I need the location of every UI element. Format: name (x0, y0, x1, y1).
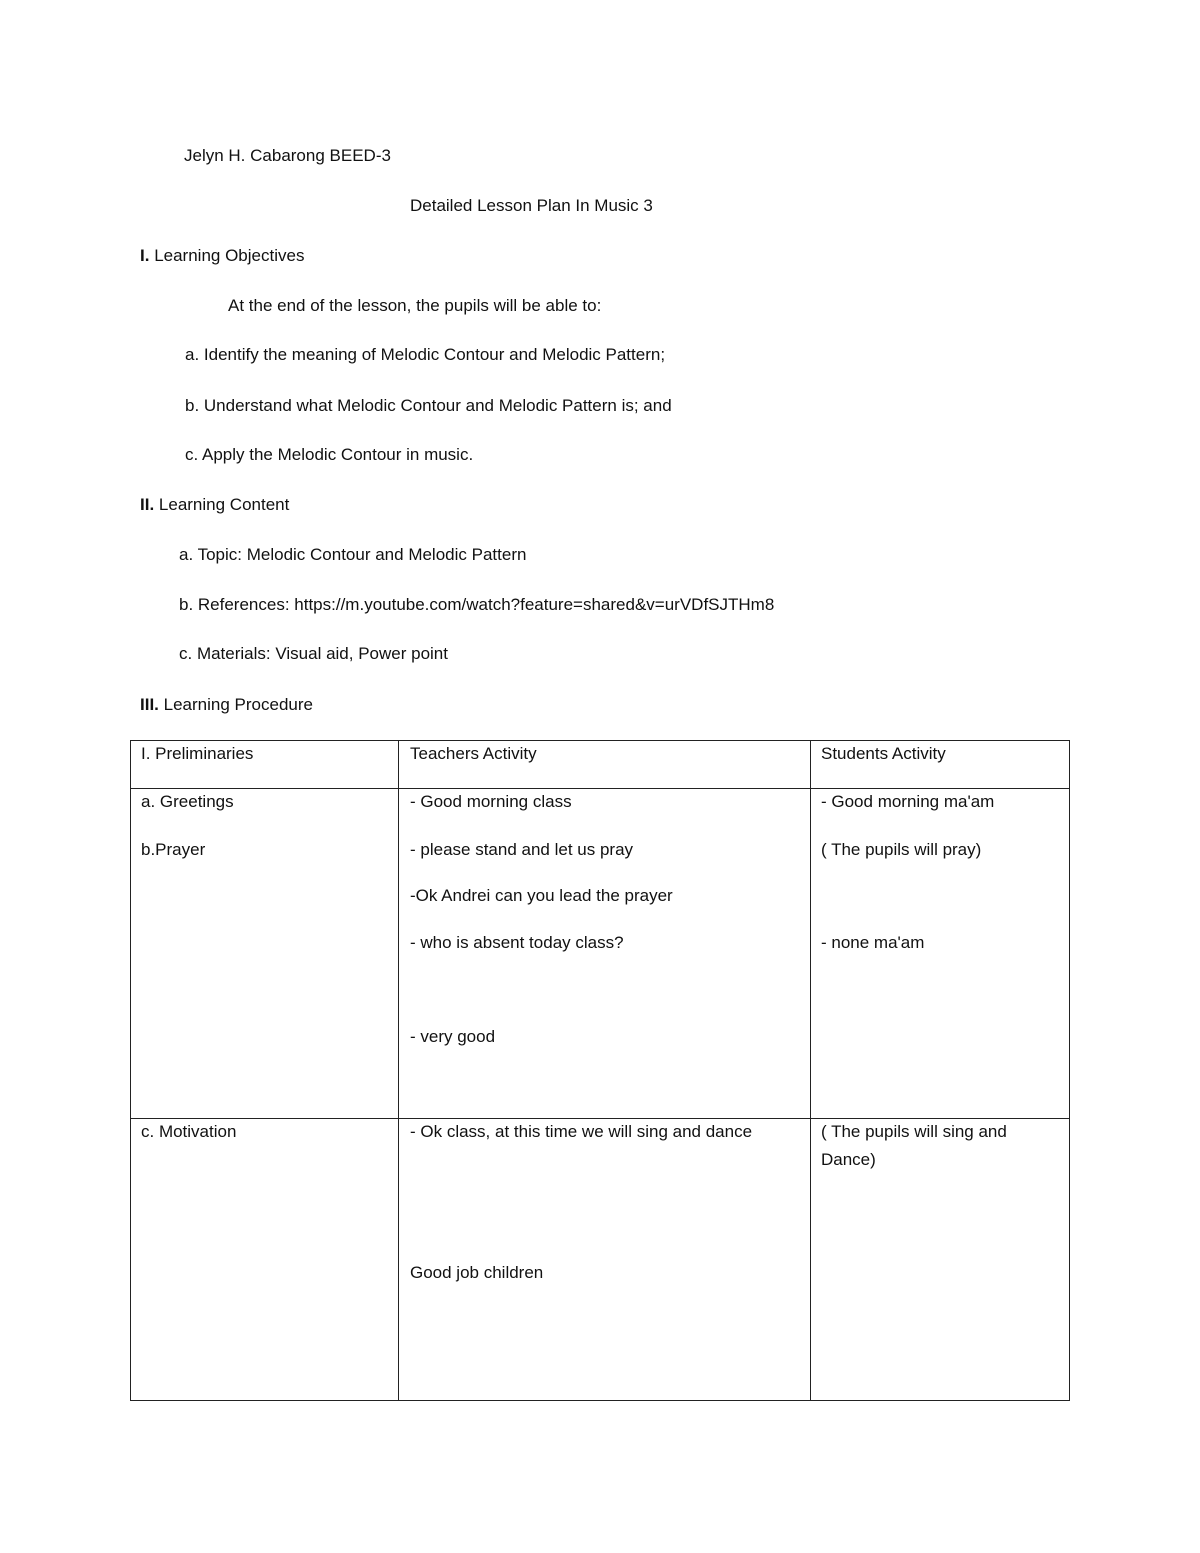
table-cell: a. Greetings (141, 792, 234, 811)
table-cell: - please stand and let us pray (410, 840, 634, 859)
table-cell: ( The pupils will sing and (821, 1122, 1007, 1141)
table-cell: c. Motivation (141, 1122, 237, 1141)
table-rule (1069, 740, 1070, 1401)
table-cell: b.Prayer (141, 840, 206, 859)
table-cell: - Ok class, at this time we will sing and dance (410, 1122, 753, 1141)
section-numeral: II. (140, 495, 155, 514)
table-cell: Dance) (821, 1150, 876, 1169)
section-title: Learning Procedure (163, 695, 313, 714)
table-header-students-activity: Students Activity (821, 744, 946, 763)
table-rule (130, 1118, 1070, 1119)
table-cell: - none ma'am (821, 933, 925, 952)
table-header-teachers-activity: Teachers Activity (410, 744, 537, 763)
procedure-table (130, 740, 1070, 1401)
content-item-topic: a. Topic: Melodic Contour and Melodic Pattern (179, 545, 527, 564)
table-rule (810, 740, 811, 1401)
section-procedure-heading (140, 695, 313, 715)
table-cell: - very good (410, 1027, 496, 1046)
table-cell: Good job children (410, 1263, 544, 1282)
objective-item: c. Apply the Melodic Contour in music. (185, 445, 474, 464)
author-line: Jelyn H. Cabarong BEED-3 (184, 146, 391, 165)
table-rule (130, 740, 1070, 741)
table-cell: - Good morning ma'am (821, 792, 995, 811)
content-item-materials: c. Materials: Visual aid, Power point (179, 644, 448, 663)
content-item-references: b. References: https://m.youtube.com/watch?feature=shared&v=urVDfSJTHm8 (179, 595, 775, 614)
table-rule (398, 740, 399, 1401)
table-rule (130, 1400, 1070, 1401)
objectives-intro: At the end of the lesson, the pupils will be able to: (228, 296, 602, 315)
table-header-preliminaries: I. Preliminaries (141, 744, 254, 763)
section-objectives-heading (140, 246, 304, 266)
document-title: Detailed Lesson Plan In Music 3 (410, 196, 653, 215)
table-rule (130, 788, 1070, 789)
table-cell: ( The pupils will pray) (821, 840, 982, 859)
section-numeral: I. (140, 246, 150, 265)
section-title: Learning Content (158, 495, 290, 514)
objective-item: a. Identify the meaning of Melodic Contour and Melodic Pattern; (185, 345, 666, 364)
table-cell: - Good morning class (410, 792, 572, 811)
table-rule (130, 740, 131, 1401)
table-cell: - who is absent today class? (410, 933, 624, 952)
section-title: Learning Objectives (154, 246, 305, 265)
section-numeral: III. (140, 695, 159, 714)
section-content-heading (140, 495, 289, 515)
objective-item: b. Understand what Melodic Contour and Melodic Pattern is; and (185, 396, 672, 415)
table-cell: -Ok Andrei can you lead the prayer (410, 886, 673, 905)
